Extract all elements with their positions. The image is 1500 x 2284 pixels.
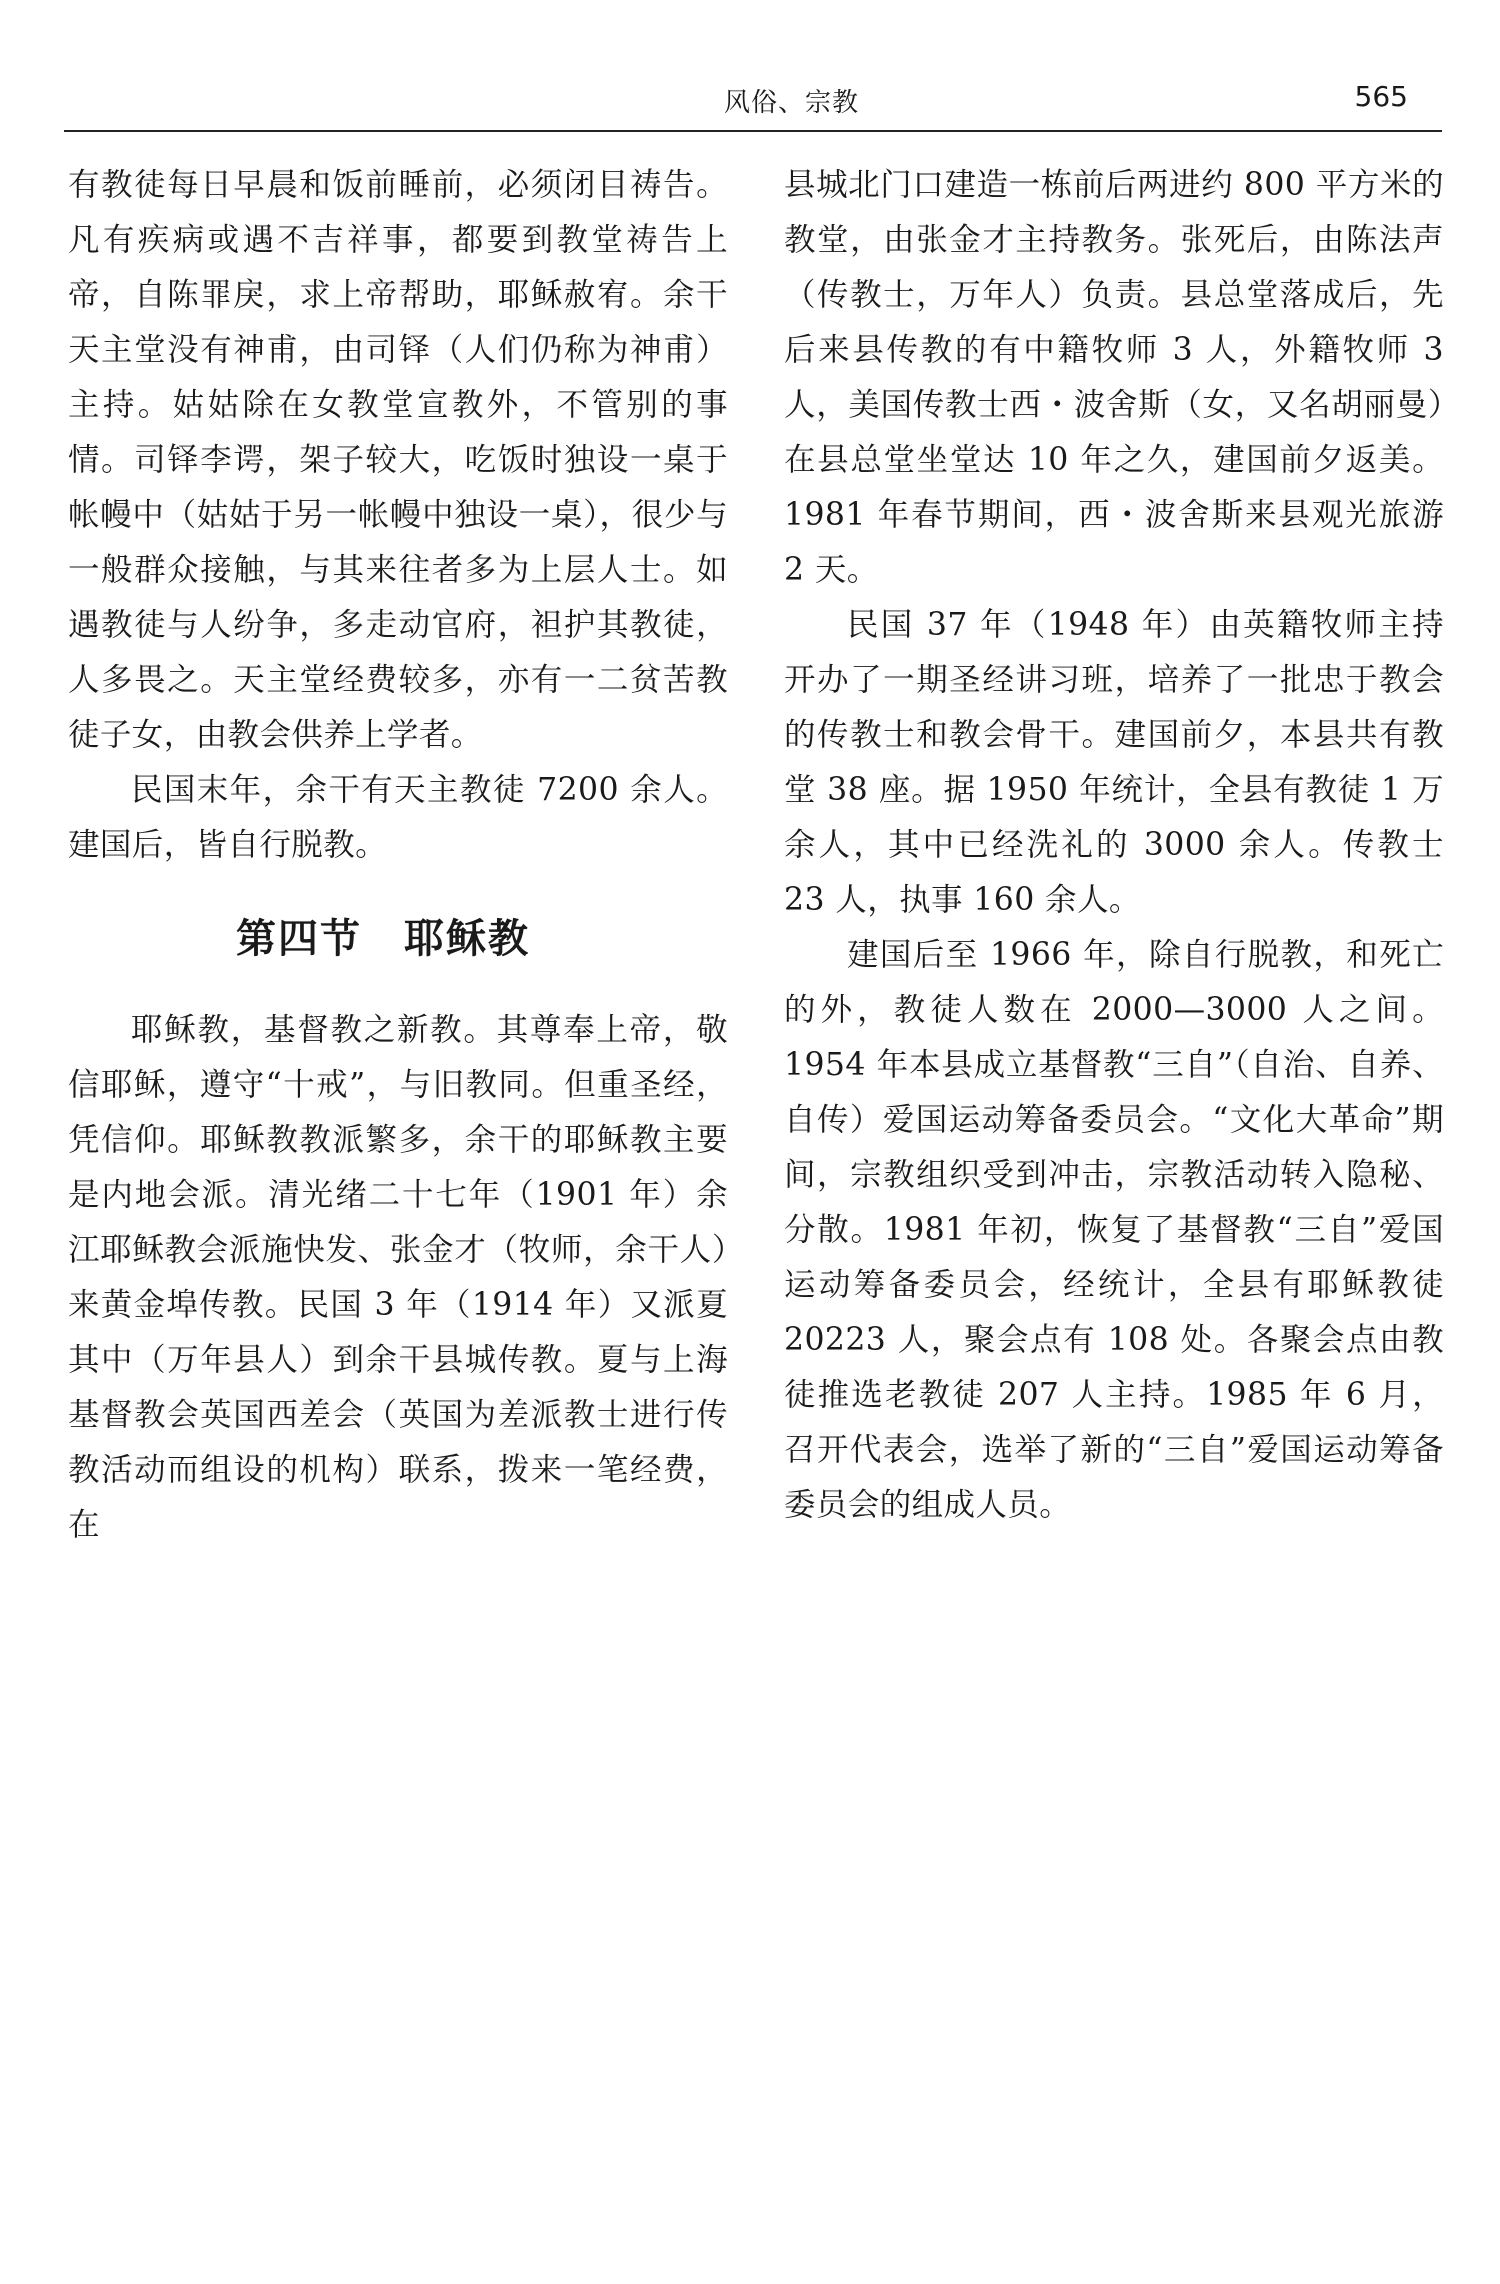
paragraph-continued: 有教徒每日早晨和饭前睡前，必须闭目祷告。凡有疾病或遇不吉祥事，都要到教堂祷告上帝，自陈罪戾，求上帝帮助，耶稣赦宥。余干天主堂没有神甫，由司铎（人们仍称为神甫）主持。姑姑除在女教堂宣教外，不管别的事情。司铎李谔，架子较大，吃饭时独设一桌于帐幔中（姑姑于另一帐幔中独设一桌），很少与一般群众接触，与其来往者多为上层人士。如遇教徒与人纷争，多走动官府，袒护其教徒，人多畏之。天主堂经费较多，亦有一二贫苦教徒子女，由教会供养上学者。: [68, 167, 728, 753]
section-heading: 第四节 耶稣教: [236, 915, 530, 962]
left-column: [68, 158, 728, 1553]
running-title: 风俗、宗教: [724, 88, 860, 118]
paragraph: 民国末年，余干有天主教徒 7200 余人。建国后，皆自行脱教。: [68, 772, 728, 863]
page-number: 565: [1354, 80, 1408, 113]
paragraph-continued: 县城北门口建造一栋前后两进约 800 平方米的教堂，由张金才主持教务。张死后，由陈法声（传教士，万年人）负责。县总堂落成后，先后来县传教的有中籍牧师 3 人，外籍牧师 3 人，美国传教士西・波舍斯（女，又名胡丽曼）在县总堂坐堂达 10 年之久，建国前夕返美。1981 年春节期间，西・波舍斯来县观光旅游 2 天。: [784, 167, 1444, 588]
right-column: [784, 158, 1444, 1533]
header-rule: [64, 130, 1442, 132]
page-header: [64, 78, 1442, 128]
paragraph: 耶稣教，基督教之新教。其尊奉上帝，敬信耶稣，遵守“十戒”，与旧教同。但重圣经，凭信仰。耶稣教教派繁多，余干的耶稣教主要是内地会派。清光绪二十七年（1901 年）余江耶稣教会派施快发、张金才（牧师，余干人）来黄金埠传教。民国 3 年（1914 年）又派夏其中（万年县人）到余干县城传教。夏与上海基督教会英国西差会（英国为差派教士进行传教活动而组设的机构）联系，拨来一笔经费，在: [68, 1012, 728, 1543]
paragraph: 建国后至 1966 年，除自行脱教，和死亡的外，教徒人数在 2000—3000 人之间。1954 年本县成立基督教“三自”（自治、自养、自传）爱国运动筹备委员会。“文化大革命”期间，宗教组织受到冲击，宗教活动转入隐秘、分散。1981 年初，恢复了基督教“三自”爱国运动筹备委员会，经统计，全县有耶稣教徒 20223 人，聚会点有 108 处。各聚会点由教徒推选老教徒 207 人主持。1985 年 6 月，召开代表会，选举了新的“三自”爱国运动筹备委员会的组成人员。: [784, 937, 1444, 1523]
paragraph: 民国 37 年（1948 年）由英籍牧师主持开办了一期圣经讲习班，培养了一批忠于教会的传教士和教会骨干。建国前夕，本县共有教堂 38 座。据 1950 年统计，全县有教徒 1 万余人，其中已经洗礼的 3000 余人。传教士 23 人，执事 160 余人。: [784, 607, 1444, 918]
